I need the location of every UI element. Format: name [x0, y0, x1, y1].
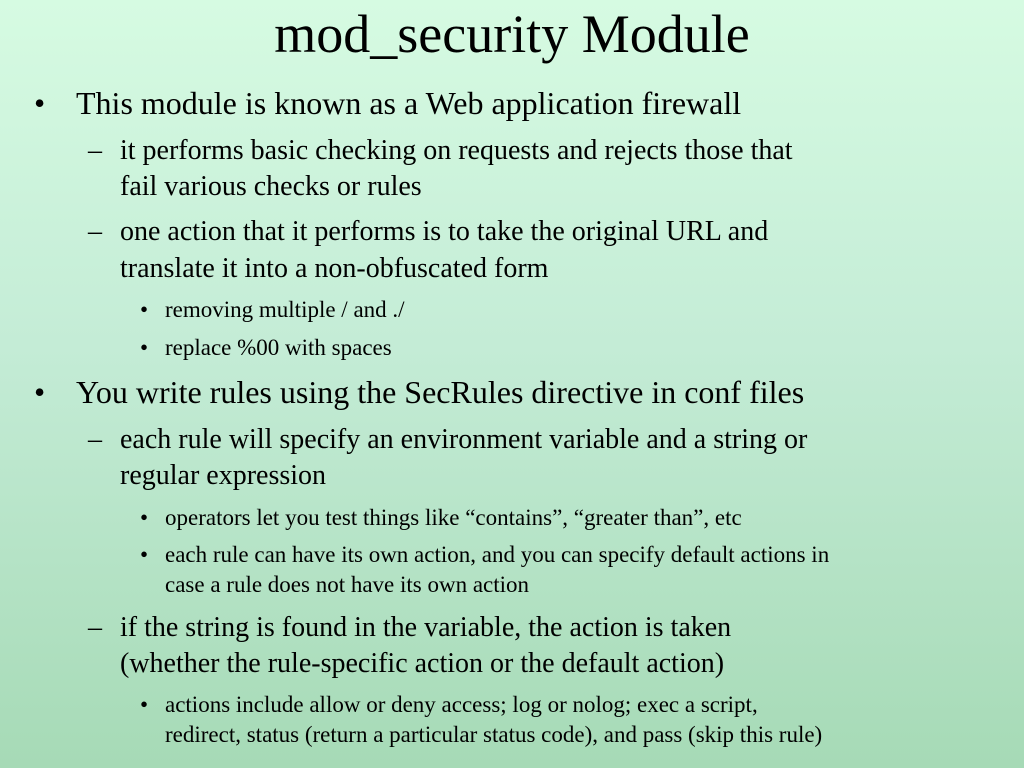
sub-subbullet-line: actions include allow or deny access; log or nolog; exec a script,	[165, 692, 758, 717]
slide-title: mod_security Module	[274, 4, 750, 64]
subbullet-line: if the string is found in the variable, the action is taken	[120, 612, 732, 643]
small-bullet-marker: •	[140, 505, 149, 530]
small-bullet-marker: •	[140, 542, 149, 567]
sub-subbullet-line: case a rule does not have its own action	[165, 572, 530, 597]
sub-subbullet-line: removing multiple / and ./	[165, 297, 405, 322]
dash-marker: –	[88, 612, 102, 643]
sub-subbullet-line: replace %00 with spaces	[165, 335, 392, 360]
dash-marker: –	[88, 216, 102, 247]
bullet-marker: •	[34, 85, 46, 121]
subbullet-line: it performs basic checking on requests and rejects those that	[120, 135, 793, 166]
subbullet-line: fail various checks or rules	[120, 171, 422, 202]
small-bullet-marker: •	[140, 692, 149, 717]
dash-marker: –	[88, 135, 102, 166]
small-bullet-marker: •	[140, 297, 149, 322]
sub-subbullet-line: operators let you test things like “contains”, “greater than”, etc	[165, 505, 742, 530]
dash-marker: –	[88, 424, 102, 455]
subbullet-line: (whether the rule-specific action or the default action)	[120, 648, 725, 679]
subbullet-line: each rule will specify an environment variable and a string or	[120, 424, 808, 455]
small-bullet-marker: •	[140, 335, 149, 360]
sub-subbullet-line: redirect, status (return a particular status code), and pass (skip this rule)	[165, 722, 823, 747]
sub-subbullet-line: each rule can have its own action, and you can specify default actions in	[165, 542, 830, 567]
bullet-text: You write rules using the SecRules directive in conf files	[76, 374, 805, 410]
subbullet-line: one action that it performs is to take the original URL and	[120, 216, 769, 247]
subbullet-line: regular expression	[120, 460, 327, 491]
bullet-text: This module is known as a Web application firewall	[76, 85, 742, 121]
bullet-marker: •	[34, 374, 46, 410]
subbullet-line: translate it into a non-obfuscated form	[120, 253, 549, 284]
